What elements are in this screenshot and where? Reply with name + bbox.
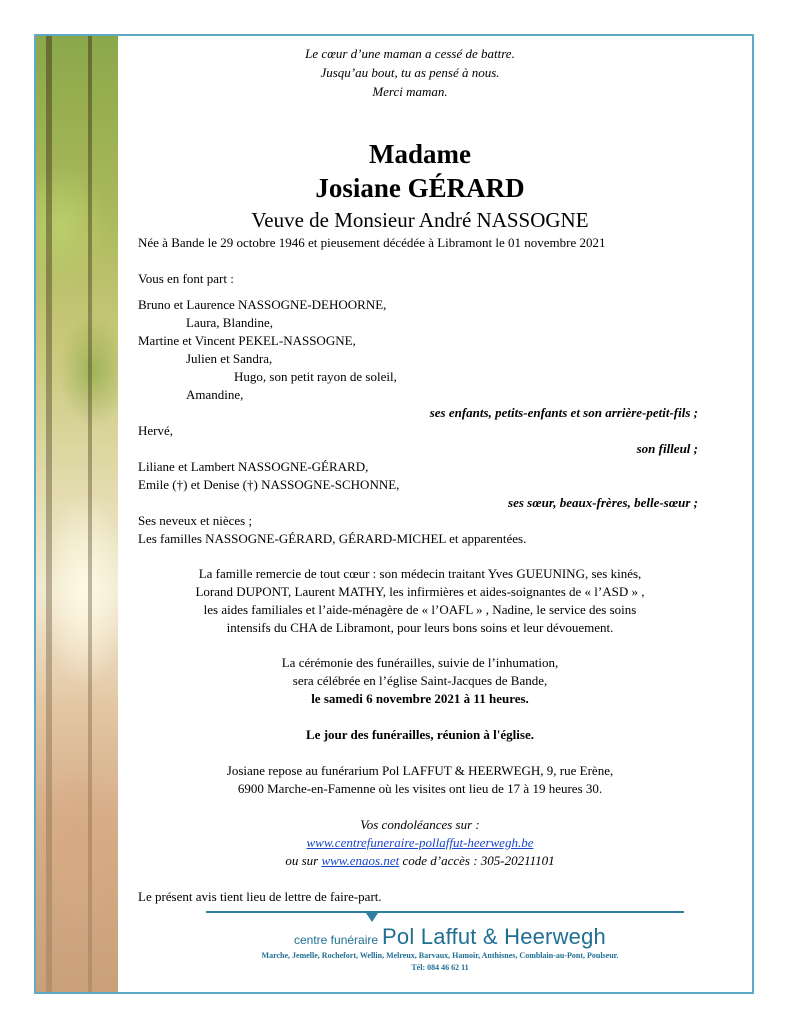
family-relation: ses sœur, beaux-frères, belle-sœur ; (508, 495, 698, 510)
repose-line: 6900 Marche-en-Famenne où les visites ont lieu de 17 à 19 heures 30. (237, 781, 603, 796)
footer-divider (206, 911, 684, 913)
family-line: Emile (†) et Denise (†) NASSOGNE-SCHONNE, (138, 477, 400, 492)
ceremony-paragraph (130, 654, 710, 708)
footer-triangle-icon (366, 913, 378, 922)
family-line: Ses neveux et nièces ; (138, 513, 253, 528)
family-line: Les familles NASSOGNE-GÉRARD, GÉRARD-MICHEL et apparentées. (138, 531, 527, 546)
family-line: Bruno et Laurence NASSOGNE-DEHOORNE, (138, 297, 387, 312)
condolences-prefix: ou sur (285, 853, 319, 868)
family-line: Julien et Sandra, (186, 351, 273, 366)
thanks-line: les aides familiales et l’aide-ménagère de « l’OAFL » , Nadine, le service des soins (203, 602, 637, 617)
thanks-line: La famille remercie de tout cœur : son médecin traitant Yves GUEUNING, ses kinés, (198, 566, 642, 581)
epigraph (130, 44, 690, 101)
ceremony-date: le samedi 6 novembre 2021 à 11 heures. (311, 691, 529, 706)
brand-name: Pol Laffut & Heerwegh (382, 924, 606, 949)
condolences-link-enaos[interactable]: www.enaos.net (321, 853, 400, 868)
family-list (138, 270, 698, 548)
family-line: Laura, Blandine, (186, 315, 273, 330)
condolences-label: Vos condoléances sur : (360, 817, 480, 832)
family-line: Amandine, (186, 387, 244, 402)
family-line: Hugo, son petit rayon de soleil, (234, 369, 397, 384)
epigraph-line: Le cœur d’une maman a cessé de battre. (305, 46, 515, 61)
reunion-line: Le jour des funérailles, réunion à l'église. (306, 727, 534, 742)
access-code: code d’accès : 305-20211101 (402, 853, 555, 868)
phone-number: Tél: 084 46 62 11 (411, 963, 469, 972)
family-line: Hervé, (138, 423, 174, 438)
tree-trunk (46, 36, 52, 992)
family-relation: ses enfants, petits-enfants et son arrière-petit-fils ; (429, 405, 698, 420)
forest-photo (36, 36, 118, 992)
widow-of: Veuve de Monsieur André NASSOGNE (251, 208, 589, 232)
family-line: Martine et Vincent PEKEL-NASSOGNE, (138, 333, 356, 348)
title-madame: Madame (369, 139, 471, 169)
thanks-paragraph (130, 565, 710, 637)
deceased-name: Josiane GÉRARD (315, 173, 525, 203)
ceremony-line: La cérémonie des funérailles, suivie de l’inhumation, (281, 655, 559, 670)
thanks-line: Lorand DUPONT, Laurent MATHY, les infirmières et aides-soignantes de « l’ASD » , (195, 584, 645, 599)
present-notice: Le présent avis tient lieu de lettre de faire-part. (138, 889, 382, 904)
funeral-home-logo (200, 924, 700, 950)
family-relation: son filleul ; (636, 441, 698, 456)
condolences-link-funeral-center[interactable]: www.centrefuneraire-pollaffut-heerwegh.be (306, 835, 534, 850)
brand-small-text: centre funéraire (294, 933, 379, 947)
tree-trunk (88, 36, 92, 992)
birth-death-line: Née à Bande le 29 octobre 1946 et pieusement décédée à Libramont le 01 novembre 2021 (138, 235, 606, 250)
condolences-block (130, 816, 710, 870)
thanks-line: intensifs du CHA de Libramont, pour leurs bons soins et leur dévouement. (226, 620, 614, 635)
family-intro: Vous en font part : (138, 271, 234, 286)
epigraph-line: Jusqu’au bout, tu as pensé à nous. (320, 65, 500, 80)
branch-cities: Marche, Jemelle, Rochefort, Wellin, Melreux, Barvaux, Hamoir, Anthisnes, Comblain-au-Pont, Poulseur. (261, 951, 619, 960)
epigraph-line: Merci maman. (372, 84, 448, 99)
ceremony-line: sera célébrée en l’église Saint-Jacques de Bande, (292, 673, 548, 688)
repose-paragraph (130, 762, 710, 798)
repose-line: Josiane repose au funérarium Pol LAFFUT & HEERWEGH, 9, rue Erène, (226, 763, 614, 778)
family-line: Liliane et Lambert NASSOGNE-GÉRARD, (138, 459, 369, 474)
